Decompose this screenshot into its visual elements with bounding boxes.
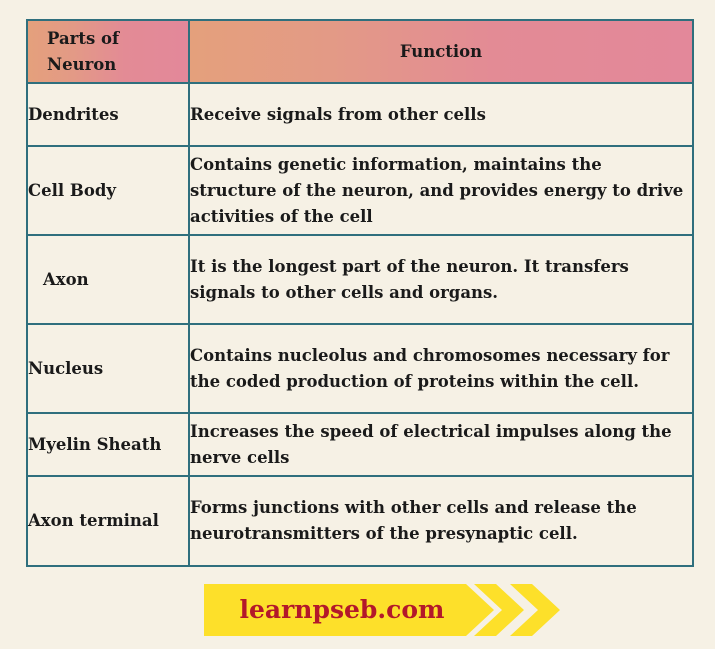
part-name-cell: Axon xyxy=(27,235,189,324)
table-header-row xyxy=(27,20,693,83)
part-name-cell: Myelin Sheath xyxy=(27,413,189,476)
function-cell: Increases the speed of electrical impulses along the nerve cells xyxy=(189,413,693,476)
brand-logo-text[interactable]: learnpseb.com xyxy=(239,595,445,624)
part-name-cell: Cell Body xyxy=(27,146,189,235)
function-cell: Forms junctions with other cells and release the neurotransmitters of the presynaptic cell. xyxy=(189,476,693,566)
header-parts-of-neuron: Parts of Neuron xyxy=(27,20,189,83)
part-name-cell: Nucleus xyxy=(27,324,189,413)
neuron-parts-table xyxy=(26,19,694,567)
table-row xyxy=(27,413,693,476)
function-cell: Receive signals from other cells xyxy=(189,83,693,146)
brand-banner[interactable] xyxy=(204,584,560,636)
table-row xyxy=(27,235,693,324)
part-name-cell: Dendrites xyxy=(27,83,189,146)
function-cell: Contains genetic information, maintains the structure of the neuron, and provides energy to drive activities of the cell xyxy=(189,146,693,235)
part-name-cell: Axon terminal xyxy=(27,476,189,566)
header-function: Function xyxy=(189,20,693,83)
table-row xyxy=(27,83,693,146)
function-cell: It is the longest part of the neuron. It transfers signals to other cells and organs. xyxy=(189,235,693,324)
table-row xyxy=(27,146,693,235)
table-row xyxy=(27,476,693,566)
function-cell: Contains nucleolus and chromosomes necessary for the coded production of proteins within the cell. xyxy=(189,324,693,413)
table-row xyxy=(27,324,693,413)
